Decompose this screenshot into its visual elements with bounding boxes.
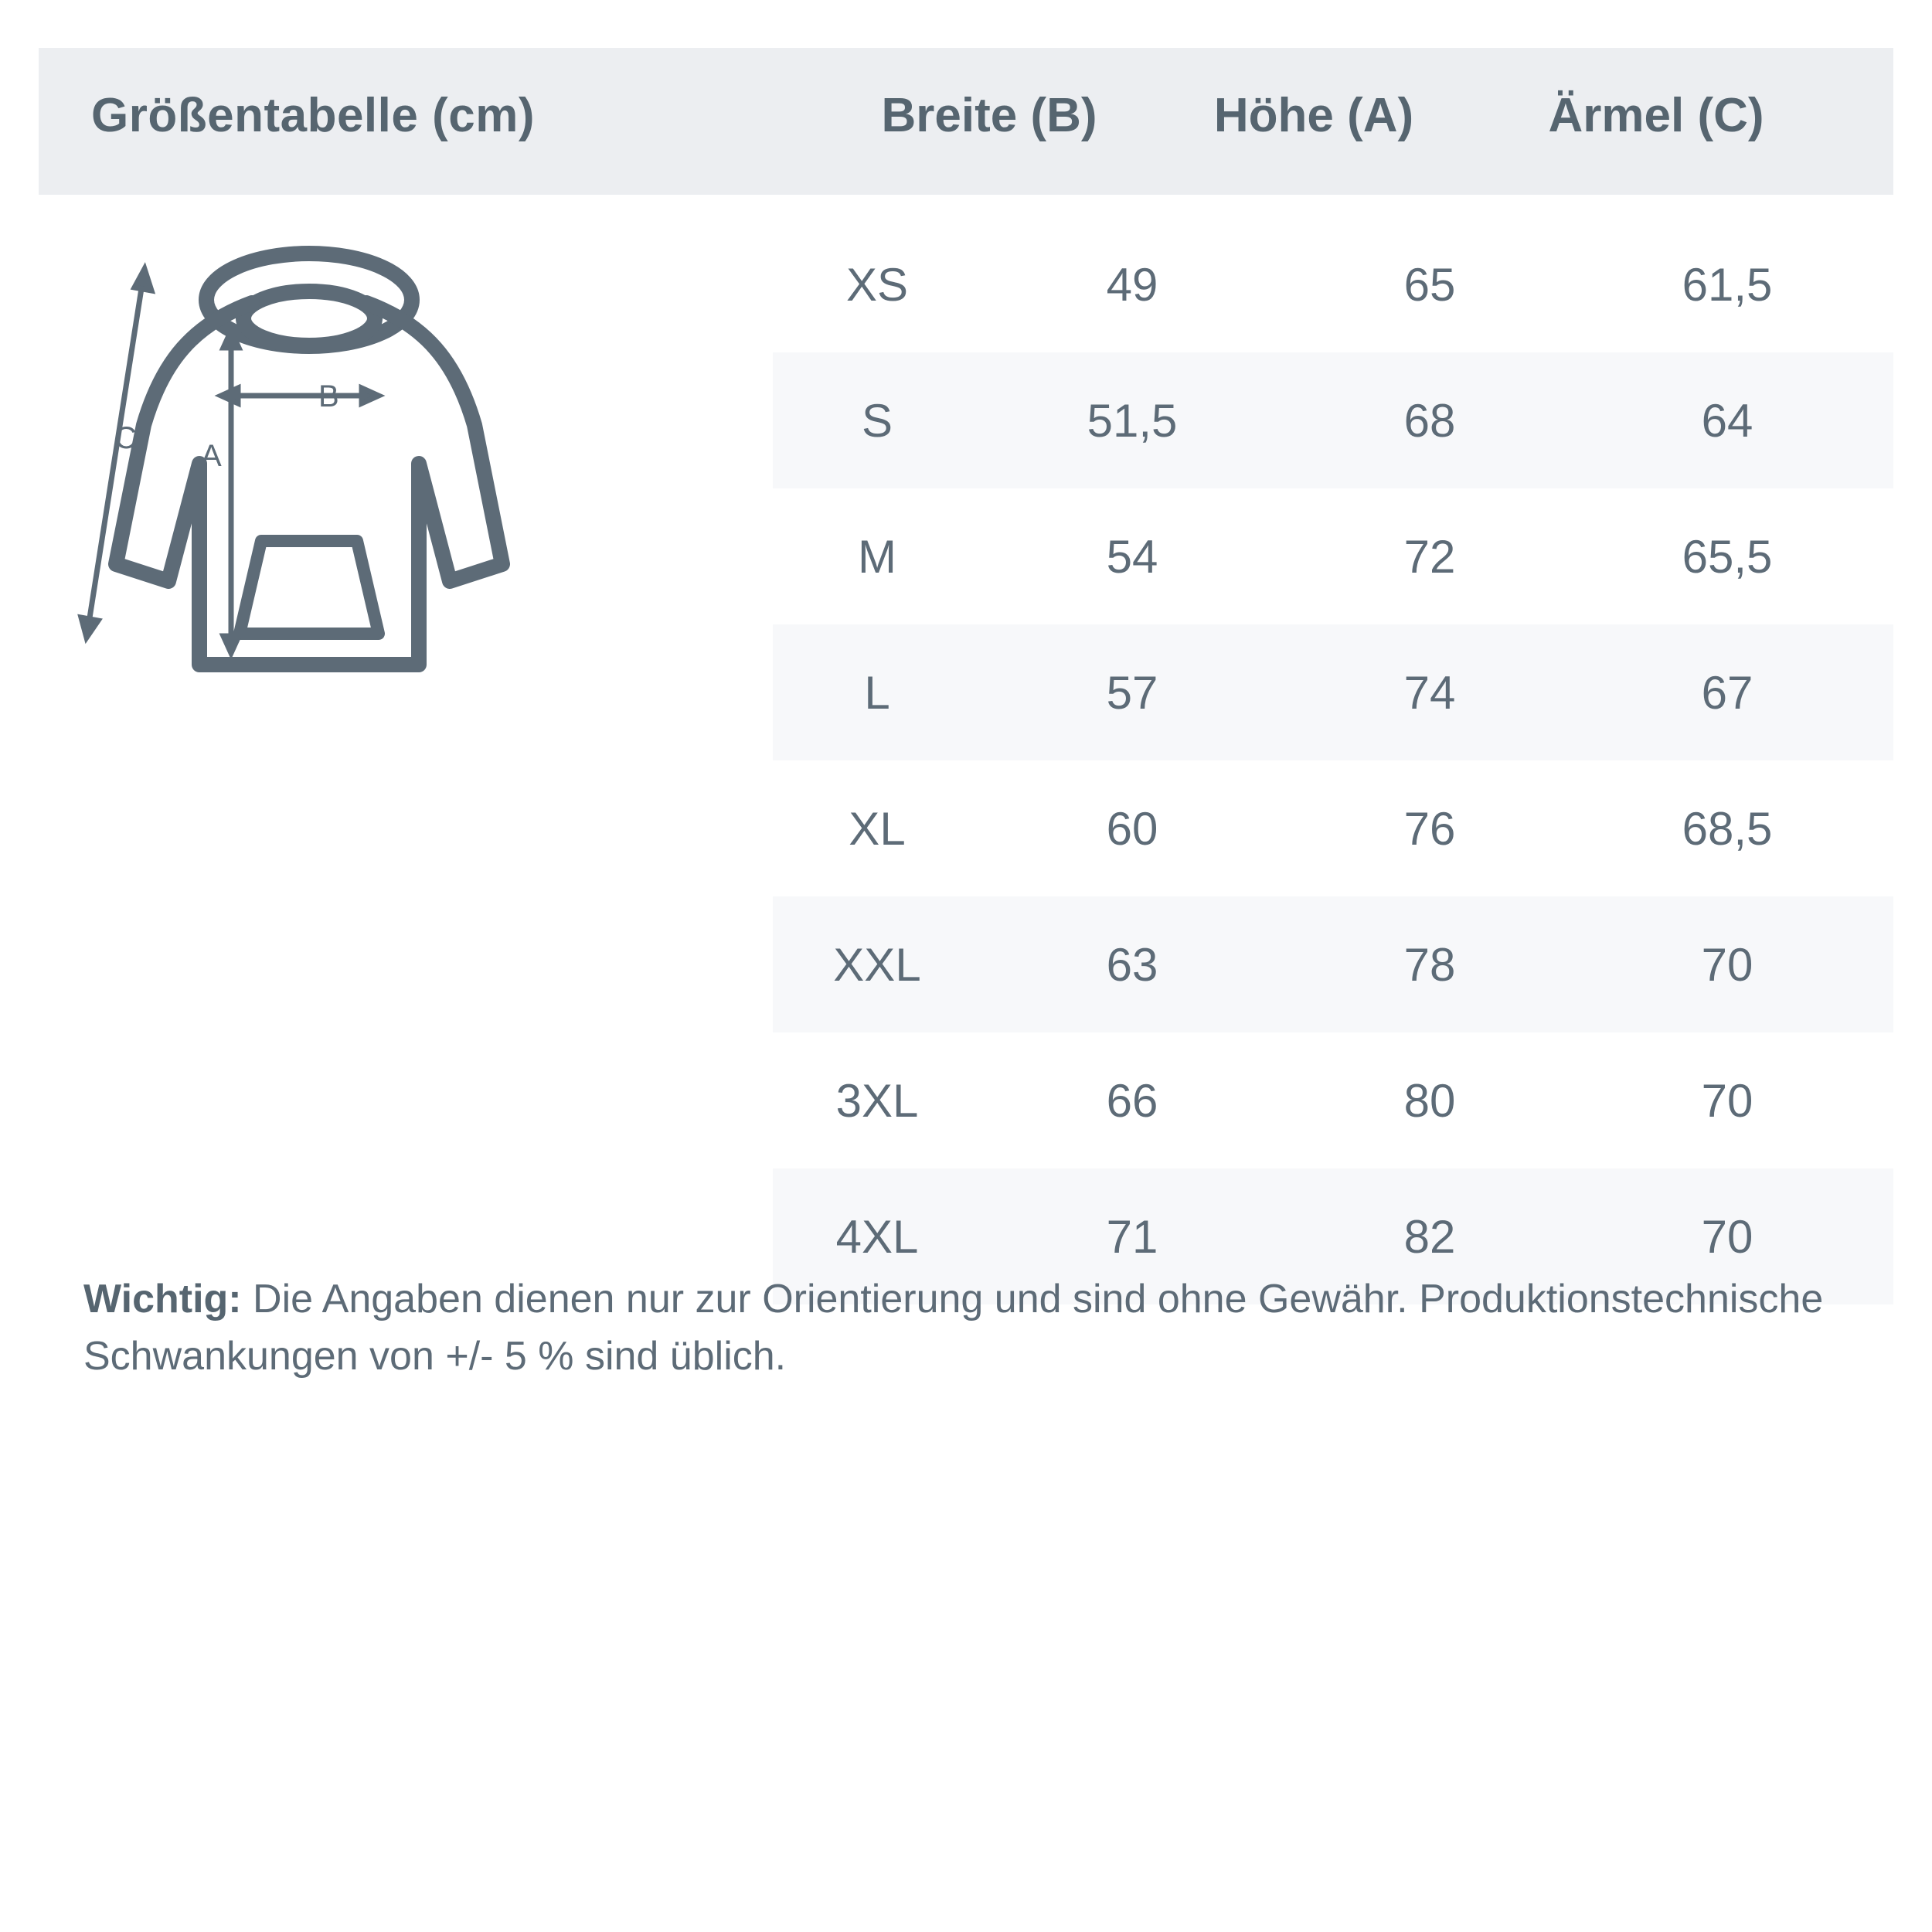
table-row	[773, 352, 1893, 488]
cell-sleeve: 70	[1701, 938, 1753, 991]
table-header-band	[39, 48, 1893, 195]
cell-height: 74	[1403, 666, 1456, 719]
table-row	[773, 1032, 1893, 1168]
cell-sleeve: 61,5	[1682, 258, 1773, 311]
cell-width: 60	[1106, 802, 1158, 855]
cell-height: 65	[1403, 258, 1456, 311]
column-header-height: Höhe (A)	[1213, 89, 1414, 142]
dimension-label-c: C	[114, 421, 137, 455]
cell-size: 4XL	[835, 1210, 919, 1263]
column-header-sleeve: Ärmel (C)	[1548, 89, 1764, 142]
cell-size: M	[858, 530, 896, 583]
page-title: Größentabelle (cm)	[91, 89, 535, 142]
cell-height: 72	[1403, 530, 1456, 583]
disclaimer-label: Wichtig:	[83, 1277, 242, 1321]
cell-sleeve: 68,5	[1682, 802, 1773, 855]
table-row	[773, 624, 1893, 760]
table-row	[773, 488, 1893, 624]
cell-width: 49	[1106, 258, 1158, 311]
table-row	[773, 216, 1893, 352]
cell-size: XL	[849, 802, 906, 855]
disclaimer-note	[83, 1271, 1853, 1386]
table-row	[773, 896, 1893, 1032]
cell-size: XXL	[833, 938, 921, 991]
table-row	[773, 760, 1893, 896]
column-header-width: Breite (B)	[881, 89, 1097, 142]
cell-size: S	[861, 394, 893, 447]
cell-width: 57	[1106, 666, 1158, 719]
cell-width: 63	[1106, 938, 1158, 991]
cell-height: 76	[1403, 802, 1456, 855]
disclaimer-text: Die Angaben dienen nur zur Orientierung und sind ohne Gewähr. Produktionstechnische Schwankungen von +/- 5 % sind üblich.	[83, 1277, 1824, 1379]
cell-sleeve: 70	[1701, 1074, 1753, 1127]
cell-sleeve: 70	[1701, 1210, 1753, 1263]
cell-height: 80	[1403, 1074, 1456, 1127]
hoodie-diagram	[70, 232, 750, 819]
cell-width: 71	[1106, 1210, 1158, 1263]
cell-size: XS	[845, 258, 909, 311]
cell-height: 68	[1403, 394, 1456, 447]
cell-size: L	[864, 666, 890, 719]
cell-width: 54	[1106, 530, 1158, 583]
cell-sleeve: 65,5	[1682, 530, 1773, 583]
size-table	[773, 216, 1893, 1304]
cell-height: 82	[1403, 1210, 1456, 1263]
cell-sleeve: 64	[1701, 394, 1753, 447]
cell-width: 51,5	[1087, 394, 1178, 447]
cell-height: 78	[1403, 938, 1456, 991]
cell-sleeve: 67	[1701, 666, 1753, 719]
cell-width: 66	[1106, 1074, 1158, 1127]
dimension-label-b: B	[318, 379, 339, 413]
column-headers	[827, 88, 1855, 150]
cell-size: 3XL	[835, 1074, 919, 1127]
dimension-label-a: A	[201, 439, 222, 473]
